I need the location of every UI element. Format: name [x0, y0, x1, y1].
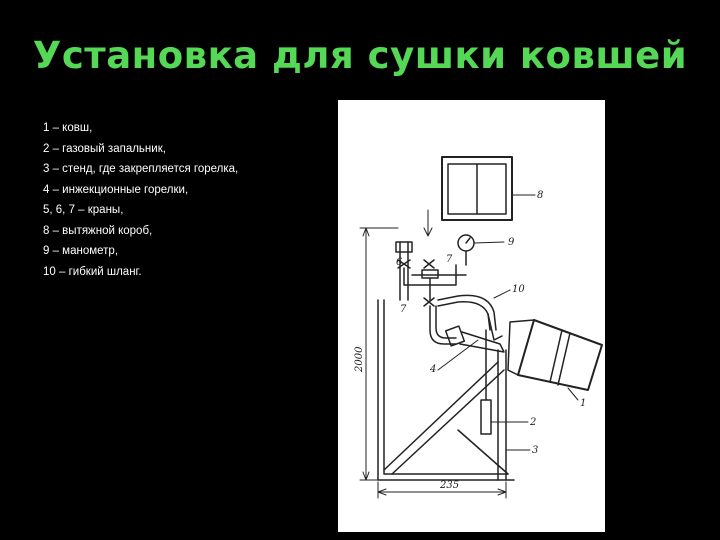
legend-item: 3 – стенд, где закрепляется горелка, [43, 163, 239, 175]
legend-item: 9 – манометр, [43, 245, 119, 257]
stand-drawing [378, 300, 530, 480]
drawing-svg [338, 100, 605, 532]
label-9: 9 [508, 237, 515, 248]
legend-list [43, 118, 238, 282]
slide-title: Установка для сушки ковшей [32, 34, 688, 77]
label-7b: 7 [400, 304, 407, 315]
legend-item: 2 – газовый запальник, [43, 142, 166, 155]
label-7: 7 [446, 254, 453, 265]
dimension-vertical [360, 228, 398, 480]
exhaust-box-drawing [442, 157, 535, 220]
label-4: 4 [430, 364, 437, 375]
label-6: 6 [396, 257, 403, 268]
label-3: 3 [532, 445, 539, 456]
dimension-height-label: 2000 [354, 346, 365, 372]
hose-drawing [430, 290, 510, 344]
burner-drawing [438, 314, 504, 370]
technical-drawing [338, 100, 605, 532]
pilot-burner-drawing [481, 330, 528, 434]
label-2: 2 [530, 417, 537, 428]
label-8: 8 [537, 190, 544, 201]
manometer-drawing [458, 235, 504, 265]
ladle-drawing [508, 320, 602, 400]
legend-item: 8 – вытяжной короб, [43, 224, 153, 237]
legend-item: 4 – инжекционные горелки, [43, 183, 189, 196]
label-1: 1 [580, 398, 587, 409]
dimension-width-label: 235 [440, 480, 460, 491]
label-10: 10 [512, 284, 525, 295]
legend-item: 5, 6, 7 – краны, [43, 204, 124, 216]
legend-item: 1 – ковш, [43, 122, 93, 134]
legend-item: 10 – гибкий шланг. [43, 265, 142, 278]
